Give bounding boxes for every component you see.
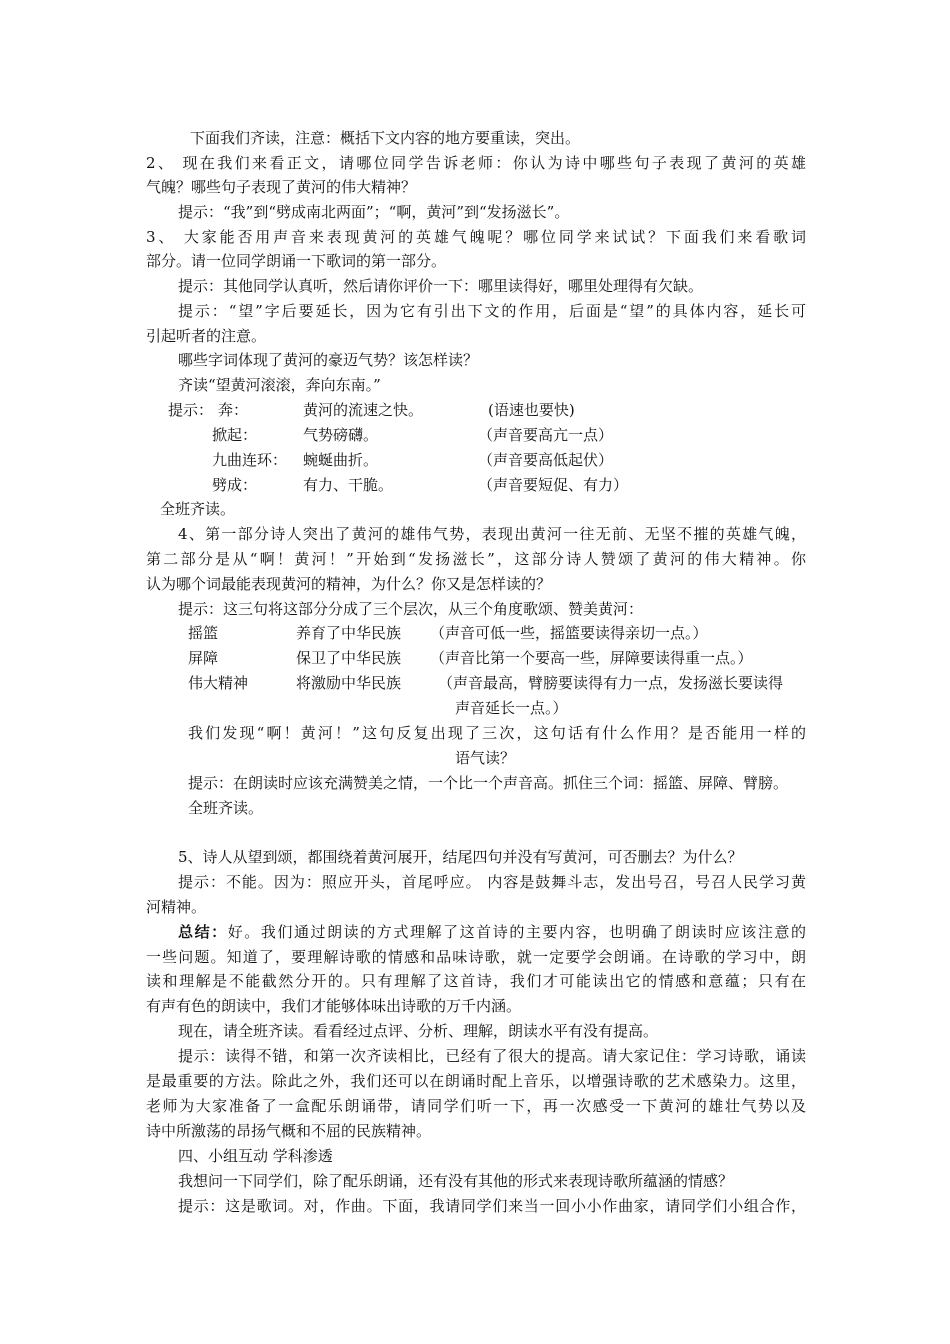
hint-word: 摇篮 — [188, 624, 219, 642]
text-line: 提示：“望”字后要延长，因为它有引出下文的作用，后面是“望”的具体内容，延长可 — [178, 302, 806, 320]
hint-note: （声音要高低起伏） — [478, 451, 614, 469]
text-line: 提示：“我”到“劈成南北两面”；“啊，黄河”到“发扬滋长”。 — [178, 203, 570, 221]
hint-meaning: 气势磅礴。 — [303, 426, 379, 444]
hint-note: （声音要高亢一点） — [478, 426, 614, 444]
text-line: 部分。请一位同学朗诵一下歌词的第一部分。 — [146, 252, 447, 270]
text-line: 全班齐读。 — [160, 500, 236, 518]
text-line: 气魄？哪些句子表现了黄河的伟大精神？ — [146, 178, 417, 196]
hint-note: （声音最高，臂膀要读得有力一点，发扬滋长要读得 — [438, 674, 784, 692]
text-line: 2、 现在我们来看正文，请哪位同学告诉老师：你认为诗中哪些句子表现了黄河的英雄 — [146, 154, 806, 172]
text-line: 提示：在朗读时应该充满赞美之情，一个比一个声音高。抓住三个词：摇篮、屏障、臂膀。 — [188, 774, 789, 792]
text-line: 读和理解是不能截然分开的。只有理解了这首诗，我们才可能读出它的情感和意蕴；只有在 — [146, 972, 806, 990]
summary-label: 总结： — [178, 923, 228, 941]
text-line: 提示：其他同学认真听，然后请你评价一下：哪里读得好，哪里处理得有欠缺。 — [178, 277, 704, 295]
text-line: 语气读？ — [455, 749, 516, 767]
hint-meaning: 保卫了中华民族 — [296, 649, 402, 667]
text-line: 引起听者的注意。 — [146, 327, 267, 345]
summary-text: 好。我们通过朗读的方式理解了这首诗的主要内容，也明确了朗读时应该注意的 — [227, 923, 806, 941]
hint-note: （声音可低一些，摇篮要读得亲切一点。） — [430, 624, 708, 642]
summary-line — [178, 921, 806, 943]
text-line: 是最重要的方法。除此之外，我们还可以在朗诵时配上音乐，以增强诗歌的艺术感染力。这里， — [146, 1072, 806, 1090]
text-line: 3、 大家能否用声音来表现黄河的英雄气魄呢？哪位同学来试试？下面我们来看歌词 — [146, 228, 806, 246]
hint-meaning: 将激励中华民族 — [296, 674, 402, 692]
hint-meaning: 黄河的流速之快。 — [303, 401, 424, 419]
hint-word: 伟大精神 — [188, 674, 249, 692]
text-line: 齐读“望黄河滚滚，奔向东南。” — [178, 376, 381, 394]
text-line: 下面我们齐读，注意：概括下文内容的地方要重读，突出。 — [190, 129, 581, 147]
text-line: 第二部分是从“啊！黄河！”开始到“发扬滋长”，这部分诗人赞颂了黄河的伟大精神。你 — [146, 550, 806, 568]
text-line: 提示：这三句将这部分分成了三个层次，从三个角度歌颂、赞美黄河： — [178, 600, 644, 618]
hint-meaning: 蜿蜒曲折。 — [303, 451, 379, 469]
section-heading: 四、小组互动 学科渗透 — [178, 1147, 333, 1165]
hint-meaning: 养育了中华民族 — [296, 624, 402, 642]
text-line: 有声有色的朗读中，我们才能够体味出诗歌的万千内涵。 — [146, 997, 522, 1015]
text-line: 我们发现“啊！黄河！”这句反复出现了三次，这句话有什么作用？是否能用一样的 — [188, 724, 806, 742]
hint-word: 劈成： — [212, 476, 258, 494]
text-line: 一些问题。知道了，要理解诗歌的情感和品味诗歌，就一定要学会朗诵。在诗歌的学习中，朗 — [146, 948, 806, 966]
hint-note: （声音比第一个要高一些，屏障要读得重一点。） — [430, 649, 753, 667]
text-line: 现在，请全班齐读。看看经过点评、分析、理解，朗读水平有没有提高。 — [178, 1022, 659, 1040]
text-line: 提示：读得不错，和第一次齐读相比，已经有了很大的提高。请大家记住：学习诗歌，诵读 — [178, 1047, 806, 1065]
text-line: 哪些字词体现了黄河的豪迈气势？该怎样读？ — [178, 351, 479, 369]
text-line: 河精神。 — [146, 898, 207, 916]
hint-word: 屏障 — [188, 649, 219, 667]
text-line: 我想问一下同学们，除了配乐朗诵，还有没有其他的形式来表现诗歌所蕴涵的情感？ — [178, 1172, 734, 1190]
hint-note: (语速也要快) — [488, 401, 575, 419]
hint-note-continued: 声音延长一点。） — [455, 699, 568, 717]
text-line: 提示：不能。因为：照应开头，首尾呼应。 内容是鼓舞斗志，发出号召，号召人民学习黄 — [178, 873, 806, 891]
hint-label: 提示： — [168, 401, 214, 419]
text-line: 4、第一部分诗人突出了黄河的雄伟气势，表现出黄河一往无前、无坚不摧的英雄气魄， — [178, 525, 806, 543]
text-line: 认为哪个词最能表现黄河的精神，为什么？你又是怎样读的？ — [146, 575, 552, 593]
text-line: 提示：这是歌词。对，作曲。下面，我请同学们来当一回小小作曲家，请同学们小组合作， — [178, 1197, 806, 1215]
hint-meaning: 有力、干脆。 — [303, 476, 394, 494]
hint-word: 掀起： — [212, 426, 258, 444]
text-line: 老师为大家准备了一盒配乐朗诵带，请同学们听一下，再一次感受一下黄河的雄壮气势以及 — [146, 1097, 806, 1115]
text-line: 全班齐读。 — [188, 799, 264, 817]
hint-word: 奔： — [218, 401, 249, 419]
text-line: 5、诗人从望到颂，都围绕着黄河展开，结尾四句并没有写黄河，可否删去？为什么？ — [178, 848, 743, 866]
hint-word: 九曲连环： — [212, 451, 288, 469]
hint-note: （声音要短促、有力） — [478, 476, 629, 494]
text-line: 诗中所激荡的昂扬气概和不屈的民族精神。 — [146, 1122, 432, 1140]
